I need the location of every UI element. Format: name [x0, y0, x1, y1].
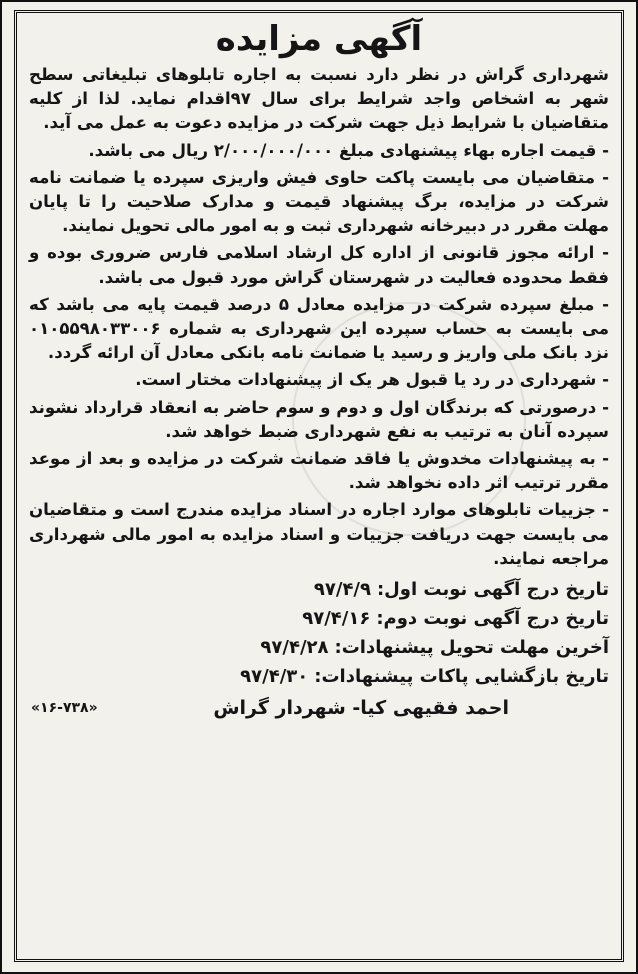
date-label: تاریخ درج آگهی نوبت دوم: — [376, 608, 609, 630]
condition-invalid-bids: - به پیشنهادات مخدوش یا فاقد ضمانت شرکت در مزایده و بعد از موعد مقرر ترتیب اثر داده نخواهد شد. — [29, 449, 609, 493]
date-line-second-publication — [29, 604, 609, 633]
condition-rejection-right: - شهرداری در رد یا قبول هر یک از پیشنهادات مختار است. — [135, 370, 609, 390]
condition-envelope: - متقاضیان می بایست پاکت حاوی فیش واریزی سپرده یا ضمانت نامه شرکت در مزایده، برگ پیشنهاد قیمت و مدارک صلاحیت را تا پایان مهلت مقرر در دبیرخانه شهرداری ثبت و به امور مالی تحویل نمایند. — [29, 167, 609, 236]
dates-list — [29, 575, 609, 691]
date-value: ۹۷/۴/۲۸ — [260, 637, 329, 659]
date-value: ۹۷/۴/۹ — [313, 579, 371, 601]
date-label: آخرین مهلت تحویل پیشنهادات: — [334, 637, 609, 659]
condition-details: - جزییات تابلوهای موارد اجاره در اسناد مزایده مندرج است و متقاضیان می بایست جهت دریافت جزییات و اسناد مزایده به امور مالی شهرداری مراجعه نمایند. — [29, 500, 609, 568]
condition-license: - ارائه مجوز قانونی از اداره کل ارشاد اسلامی فارس ضروری بوده و فقط محدوده فعالیت در شهرستان گراش مورد قبول می باشد. — [29, 243, 609, 287]
date-label: تاریخ درج آگهی نوبت اول: — [376, 579, 609, 601]
date-value: ۹۷/۴/۳۰ — [240, 666, 309, 688]
condition-winners: - درصورتی که برندگان اول و دوم و سوم حاضر به انعقاد قرارداد نشوند سپرده آنان به ترتیب به نفع شهرداری ضبط خواهد شد. — [29, 397, 609, 441]
signature: احمد فقیهی کیا- شهردار گراش — [213, 697, 509, 720]
notice-footer — [29, 693, 609, 723]
date-label: تاریخ بازگشایی پاکات پیشنهادات: — [314, 666, 609, 688]
auction-notice — [14, 10, 624, 962]
notice-title: آگهی مزایده — [215, 19, 423, 59]
notice-intro: شهرداری گراش در نظر دارد نسبت به اجاره تابلوهای تبلیغاتی سطح شهر به اشخاص واجد شرایط برای سال ۹۷اقدام نماید. لذا از کلیه متقاضیان با شرایط ذیل جهت شرکت در مزایده دعوت به عمل می آید. — [29, 65, 610, 133]
date-value: ۹۷/۴/۱۶ — [302, 608, 371, 630]
condition-deposit: - مبلغ سپرده شرکت در مزایده معادل ۵ درصد قیمت پایه می باشد که می بایست به حساب سپرده این شهرداری به شماره ۰۱۰۵۵۹۸۰۳۳۰۰۶ نزد بانک ملی واریز و رسید یا ضمانت نامه بانکی معادل آن ارائه گردد. — [29, 294, 609, 363]
date-line-opening — [29, 662, 609, 691]
ad-code: «۱۶-۷۳۸» — [31, 700, 98, 717]
date-line-submission-deadline — [29, 633, 609, 662]
date-line-first-publication — [29, 575, 609, 604]
condition-price: - قیمت اجاره بهاء پیشنهادی مبلغ ۲/۰۰۰/۰۰۰/۰۰۰ ریال می باشد. — [88, 140, 609, 160]
